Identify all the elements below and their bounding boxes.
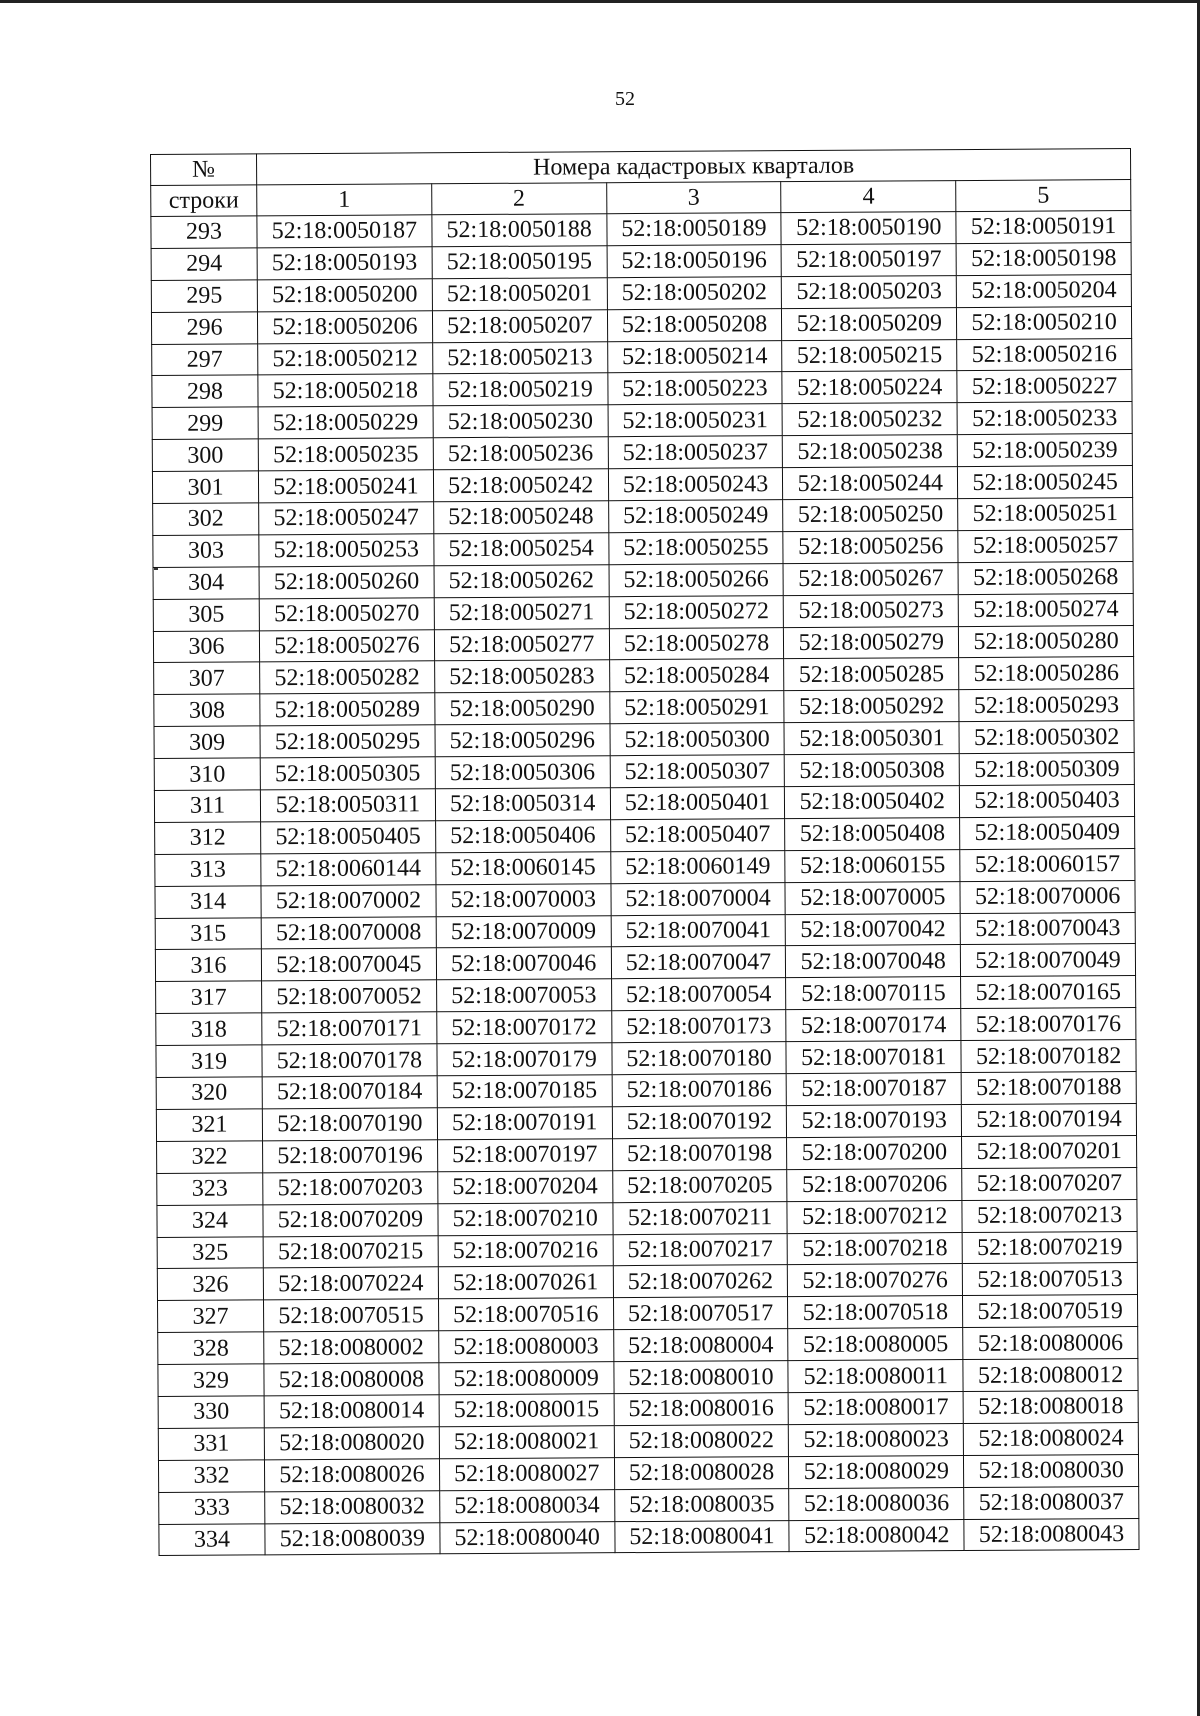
cadastral-number-cell: 52:18:0050256 [783, 530, 958, 563]
cadastral-number-cell: 52:18:0050215 [782, 339, 957, 372]
cadastral-number-cell: 52:18:0050405 [261, 821, 436, 854]
cadastral-number-cell: 52:18:0070190 [262, 1108, 437, 1141]
cadastral-number-cell: 52:18:0070185 [437, 1075, 612, 1108]
cadastral-number-cell: 52:18:0080023 [789, 1423, 964, 1456]
cadastral-number-cell: 52:18:0070224 [263, 1267, 438, 1300]
row-number-cell: 324 [157, 1204, 263, 1237]
cadastral-number-cell: 52:18:0070053 [436, 979, 611, 1012]
cadastral-number-cell: 52:18:0070115 [786, 977, 961, 1010]
cadastral-number-cell: 52:18:0050309 [959, 753, 1134, 786]
cadastral-number-cell: 52:18:0070194 [962, 1103, 1137, 1136]
cadastral-number-cell: 52:18:0050409 [960, 816, 1135, 849]
row-number-cell: 322 [157, 1141, 263, 1174]
row-number-cell: 333 [159, 1491, 265, 1524]
cadastral-number-cell: 52:18:0080005 [788, 1328, 963, 1361]
cadastral-number-cell: 52:18:0080016 [614, 1393, 789, 1426]
cadastral-number-cell: 52:18:0050284 [609, 659, 784, 692]
cadastral-number-cell: 52:18:0070191 [437, 1107, 612, 1140]
cadastral-number-cell: 52:18:0070052 [262, 980, 437, 1013]
cadastral-number-cell: 52:18:0050273 [784, 594, 959, 627]
row-number-cell: 302 [153, 503, 259, 536]
cadastral-number-cell: 52:18:0070006 [960, 880, 1135, 913]
cadastral-number-cell: 52:18:0070197 [437, 1139, 612, 1172]
cadastral-number-cell: 52:18:0080024 [963, 1422, 1138, 1455]
cadastral-number-cell: 52:18:0070054 [611, 978, 786, 1011]
rownum-header-top: № [151, 154, 257, 186]
cadastral-number-cell: 52:18:0050306 [435, 756, 610, 789]
cadastral-number-cell: 52:18:0070186 [612, 1074, 787, 1107]
cadastral-number-cell: 52:18:0070046 [436, 947, 611, 980]
cadastral-number-cell: 52:18:0080036 [789, 1487, 964, 1520]
cadastral-number-cell: 52:18:0050216 [957, 338, 1132, 371]
cadastral-number-cell: 52:18:0080028 [614, 1456, 789, 1489]
cadastral-number-cell: 52:18:0070206 [787, 1168, 962, 1201]
cadastral-number-cell: 52:18:0080022 [614, 1424, 789, 1457]
cadastral-number-cell: 52:18:0070215 [263, 1235, 438, 1268]
column-header-2: 2 [431, 183, 606, 215]
table-row [159, 1518, 1139, 1556]
cadastral-number-cell: 52:18:0070049 [961, 944, 1136, 977]
column-header-3: 3 [606, 182, 781, 214]
row-number-cell: 303 [153, 535, 259, 568]
row-number-cell: 298 [152, 375, 258, 408]
cadastral-number-cell: 52:18:0080020 [264, 1427, 439, 1460]
cadastral-number-cell: 52:18:0050402 [785, 786, 960, 819]
cadastral-number-cell: 52:18:0050406 [435, 820, 610, 853]
cadastral-number-cell: 52:18:0070041 [611, 914, 786, 947]
cadastral-number-cell: 52:18:0070174 [786, 1009, 961, 1042]
row-number-cell: 312 [155, 822, 261, 855]
cadastral-number-cell: 52:18:0080015 [439, 1394, 614, 1427]
cadastral-number-cell: 52:18:0070178 [262, 1044, 437, 1077]
cadastral-number-cell: 52:18:0070211 [613, 1201, 788, 1234]
cadastral-number-cell: 52:18:0050262 [434, 565, 609, 598]
cadastral-number-cell: 52:18:0070518 [788, 1296, 963, 1329]
row-number-cell: 293 [151, 216, 257, 249]
cadastral-number-cell: 52:18:0050254 [434, 533, 609, 566]
cadastral-number-cell: 52:18:0050308 [785, 754, 960, 787]
cadastral-number-cell: 52:18:0070004 [611, 882, 786, 915]
row-number-cell: 326 [157, 1268, 263, 1301]
row-number-cell: 300 [152, 439, 258, 472]
cadastral-number-cell: 52:18:0050244 [783, 467, 958, 500]
row-number-cell: 332 [158, 1460, 264, 1493]
cadastral-number-cell: 52:18:0050255 [608, 532, 783, 565]
cadastral-number-cell: 52:18:0050266 [609, 563, 784, 596]
cadastral-number-cell: 52:18:0050241 [258, 470, 433, 503]
column-header-4: 4 [781, 181, 956, 213]
cadastral-number-cell: 52:18:0070217 [613, 1233, 788, 1266]
cadastral-number-cell: 52:18:0050232 [782, 403, 957, 436]
cadastral-number-cell: 52:18:0070180 [612, 1042, 787, 1075]
cadastral-number-cell: 52:18:0050219 [433, 373, 608, 406]
cadastral-number-cell: 52:18:0080027 [439, 1457, 614, 1490]
cadastral-number-cell: 52:18:0080026 [264, 1458, 439, 1491]
cadastral-number-cell: 52:18:0070192 [612, 1106, 787, 1139]
cadastral-number-cell: 52:18:0070213 [962, 1199, 1137, 1232]
cadastral-number-cell: 52:18:0070516 [438, 1298, 613, 1331]
cadastral-number-cell: 52:18:0050212 [258, 342, 433, 375]
cadastral-number-cell: 52:18:0050218 [258, 374, 433, 407]
row-number-cell: 331 [158, 1428, 264, 1461]
row-number-cell: 309 [154, 726, 260, 759]
cadastral-number-cell: 52:18:0070216 [438, 1234, 613, 1267]
cadastral-number-cell: 52:18:0050235 [258, 438, 433, 471]
row-number-cell: 334 [159, 1523, 265, 1556]
cadastral-number-cell: 52:18:0050250 [783, 499, 958, 532]
cadastral-number-cell: 52:18:0050408 [785, 817, 960, 850]
row-number-cell: 310 [154, 758, 260, 791]
cadastral-number-cell: 52:18:0060155 [785, 849, 960, 882]
cadastral-number-cell: 52:18:0070205 [612, 1169, 787, 1202]
row-number-cell: 327 [158, 1300, 264, 1333]
row-number-cell: 319 [156, 1045, 262, 1078]
column-header-1: 1 [257, 184, 432, 216]
row-number-cell: 299 [152, 407, 258, 440]
cadastral-number-cell: 52:18:0050305 [260, 757, 435, 790]
cadastral-number-cell: 52:18:0050189 [606, 213, 781, 246]
cadastral-number-cell: 52:18:0070184 [262, 1076, 437, 1109]
cadastral-number-cell: 52:18:0050278 [609, 627, 784, 660]
row-number-cell: 307 [154, 662, 260, 695]
cadastral-number-cell: 52:18:0050223 [607, 372, 782, 405]
cadastral-number-cell: 52:18:0050314 [435, 788, 610, 821]
cadastral-number-cell: 52:18:0050237 [608, 436, 783, 469]
cadastral-number-cell: 52:18:0070218 [787, 1232, 962, 1265]
cadastral-number-cell: 52:18:0050191 [956, 211, 1131, 244]
cadastral-number-cell: 52:18:0050202 [607, 276, 782, 309]
cadastral-number-cell: 52:18:0070196 [263, 1140, 438, 1173]
cadastral-number-cell: 52:18:0050204 [956, 274, 1131, 307]
cadastral-number-cell: 52:18:0050285 [784, 658, 959, 691]
cadastral-number-cell: 52:18:0050276 [259, 629, 434, 662]
cadastral-number-cell: 52:18:0070515 [264, 1299, 439, 1332]
rownum-header-bottom: строки [151, 185, 257, 217]
cadastral-number-cell: 52:18:0080029 [789, 1455, 964, 1488]
cadastral-number-cell: 52:18:0080012 [963, 1359, 1138, 1392]
cadastral-number-cell: 52:18:0050224 [782, 371, 957, 404]
cadastral-number-cell: 52:18:0080008 [264, 1363, 439, 1396]
cadastral-number-cell: 52:18:0080018 [963, 1390, 1138, 1423]
cadastral-number-cell: 52:18:0050190 [781, 212, 956, 245]
row-number-cell: 296 [151, 312, 257, 345]
cadastral-number-cell: 52:18:0050274 [958, 593, 1133, 626]
cadastral-number-cell: 52:18:0050196 [607, 245, 782, 278]
cadastral-number-cell: 52:18:0070179 [437, 1043, 612, 1076]
cadastral-number-cell: 52:18:0070005 [785, 881, 960, 914]
cadastral-number-cell: 52:18:0050227 [957, 370, 1132, 403]
cadastral-number-cell: 52:18:0050214 [607, 340, 782, 373]
cadastral-number-cell: 52:18:0050282 [260, 661, 435, 694]
row-number-cell: 325 [157, 1236, 263, 1269]
cadastral-number-cell: 52:18:0070207 [962, 1167, 1137, 1200]
cadastral-number-cell: 52:18:0050293 [959, 689, 1134, 722]
cadastral-number-cell: 52:18:0070261 [438, 1266, 613, 1299]
cadastral-number-cell: 52:18:0070262 [613, 1265, 788, 1298]
cadastral-number-cell: 52:18:0050195 [432, 246, 607, 279]
cadastral-number-cell: 52:18:0050272 [609, 595, 784, 628]
row-number-cell: 320 [156, 1077, 262, 1110]
cadastral-number-cell: 52:18:0050289 [260, 693, 435, 726]
cadastral-number-cell: 52:18:0080030 [964, 1454, 1139, 1487]
cadastral-number-cell: 52:18:0050208 [607, 308, 782, 341]
cadastral-quarters-table [150, 148, 1140, 1556]
cadastral-number-cell: 52:18:0050193 [257, 247, 432, 280]
cadastral-number-cell: 52:18:0050286 [959, 657, 1134, 690]
cadastral-number-cell: 52:18:0080021 [439, 1426, 614, 1459]
cadastral-number-cell: 52:18:0080032 [265, 1490, 440, 1523]
cadastral-number-cell: 52:18:0060157 [960, 848, 1135, 881]
cadastral-number-cell: 52:18:0070181 [786, 1041, 961, 1074]
row-number-cell: 328 [158, 1332, 264, 1365]
cadastral-number-cell: 52:18:0070276 [788, 1264, 963, 1297]
cadastral-number-cell: 52:18:0050279 [784, 626, 959, 659]
cadastral-number-cell: 52:18:0050210 [957, 306, 1132, 339]
cadastral-number-cell: 52:18:0050260 [259, 566, 434, 599]
table-body [151, 211, 1139, 1556]
cadastral-number-cell: 52:18:0050307 [610, 755, 785, 788]
row-number-cell: 317 [156, 981, 262, 1014]
cadastral-number-cell: 52:18:0070210 [438, 1202, 613, 1235]
cadastral-number-cell: 52:18:0050207 [432, 309, 607, 342]
cadastral-number-cell: 52:18:0080009 [439, 1362, 614, 1395]
cadastral-number-cell: 52:18:0070173 [611, 1010, 786, 1043]
row-number-cell: 315 [155, 917, 261, 950]
cadastral-number-cell: 52:18:0050200 [257, 279, 432, 312]
cadastral-number-cell: 52:18:0050249 [608, 500, 783, 533]
cadastral-number-cell: 52:18:0050187 [257, 215, 432, 248]
cadastral-number-cell: 52:18:0070200 [787, 1136, 962, 1169]
cadastral-number-cell: 52:18:0050229 [258, 406, 433, 439]
cadastral-number-cell: 52:18:0070519 [963, 1295, 1138, 1328]
cadastral-number-cell: 52:18:0080041 [614, 1520, 789, 1553]
cadastral-number-cell: 52:18:0080043 [964, 1518, 1139, 1551]
row-number-cell: 313 [155, 854, 261, 887]
cadastral-number-cell: 52:18:0080003 [438, 1330, 613, 1363]
cadastral-number-cell: 52:18:0050407 [610, 819, 785, 852]
cadastral-number-cell: 52:18:0050290 [435, 692, 610, 725]
cadastral-number-cell: 52:18:0070042 [786, 913, 961, 946]
cadastral-number-cell: 52:18:0050271 [434, 596, 609, 629]
row-number-cell: 297 [152, 343, 258, 376]
cadastral-number-cell: 52:18:0080010 [613, 1361, 788, 1394]
cadastral-number-cell: 52:18:0050236 [433, 437, 608, 470]
cadastral-number-cell: 52:18:0070212 [787, 1200, 962, 1233]
cadastral-number-cell: 52:18:0050197 [781, 243, 956, 276]
row-number-cell: 311 [154, 790, 260, 823]
cadastral-number-cell: 52:18:0060144 [261, 853, 436, 886]
column-header-5: 5 [956, 180, 1131, 212]
cadastral-number-cell: 52:18:0050243 [608, 468, 783, 501]
cadastral-number-cell: 52:18:0070203 [263, 1171, 438, 1204]
cadastral-number-cell: 52:18:0080039 [265, 1522, 440, 1555]
cadastral-number-cell: 52:18:0050251 [958, 498, 1133, 531]
cadastral-number-cell: 52:18:0050201 [432, 277, 607, 310]
cadastral-number-cell: 52:18:0060145 [436, 852, 611, 885]
cadastral-number-cell: 52:18:0050267 [783, 562, 958, 595]
cadastral-number-cell: 52:18:0080006 [963, 1327, 1138, 1360]
cadastral-number-cell: 52:18:0050231 [608, 404, 783, 437]
row-number-cell: 330 [158, 1396, 264, 1429]
cadastral-number-cell: 52:18:0080037 [964, 1486, 1139, 1519]
cadastral-number-cell: 52:18:0050253 [259, 534, 434, 567]
cadastral-number-cell: 52:18:0050300 [610, 723, 785, 756]
cadastral-number-cell: 52:18:0080034 [439, 1489, 614, 1522]
row-number-cell: 321 [156, 1109, 262, 1142]
cadastral-number-cell: 52:18:0070171 [262, 1012, 437, 1045]
page-number: 52 [615, 88, 635, 110]
row-number-cell: 316 [155, 949, 261, 982]
cadastral-number-cell: 52:18:0070204 [438, 1170, 613, 1203]
cadastral-number-cell: 52:18:0050239 [957, 434, 1132, 467]
row-number-cell: 329 [158, 1364, 264, 1397]
cadastral-number-cell: 52:18:0080040 [440, 1521, 615, 1554]
cadastral-number-cell: 52:18:0070198 [612, 1137, 787, 1170]
cadastral-number-cell: 52:18:0070201 [962, 1135, 1137, 1168]
cadastral-number-cell: 52:18:0070176 [961, 1008, 1136, 1041]
cadastral-number-cell: 52:18:0050206 [257, 310, 432, 343]
cadastral-number-cell: 52:18:0070002 [261, 884, 436, 917]
cadastral-number-cell: 52:18:0050291 [609, 691, 784, 724]
group-header: Номера кадастровых кварталов [257, 149, 1131, 185]
row-number-cell: 305 [153, 599, 259, 632]
cadastral-number-cell: 52:18:0070188 [961, 1072, 1136, 1105]
cadastral-number-cell: 52:18:0070047 [611, 946, 786, 979]
cadastral-number-cell: 52:18:0070045 [261, 948, 436, 981]
row-number-cell: 308 [154, 694, 260, 727]
cadastral-number-cell: 52:18:0070219 [962, 1231, 1137, 1264]
row-number-cell: 323 [157, 1173, 263, 1206]
cadastral-number-cell: 52:18:0050213 [432, 341, 607, 374]
cadastral-number-cell: 52:18:0050257 [958, 529, 1133, 562]
cadastral-number-cell: 52:18:0050270 [259, 597, 434, 630]
cadastral-number-cell: 52:18:0070172 [437, 1011, 612, 1044]
cadastral-number-cell: 52:18:0050277 [434, 628, 609, 661]
cadastral-number-cell: 52:18:0050247 [259, 502, 434, 535]
cadastral-number-cell: 52:18:0050245 [958, 466, 1133, 499]
cadastral-number-cell: 52:18:0080035 [614, 1488, 789, 1521]
cadastral-number-cell: 52:18:0050292 [784, 690, 959, 723]
cadastral-number-cell: 52:18:0070209 [263, 1203, 438, 1236]
cadastral-number-cell: 52:18:0050233 [957, 402, 1132, 435]
cadastral-number-cell: 52:18:0050401 [610, 787, 785, 820]
cadastral-number-cell: 52:18:0050301 [784, 722, 959, 755]
cadastral-number-cell: 52:18:0050268 [958, 561, 1133, 594]
cadastral-number-cell: 52:18:0050230 [433, 405, 608, 438]
cadastral-number-cell: 52:18:0070003 [436, 883, 611, 916]
row-number-cell: 306 [153, 630, 259, 663]
cadastral-number-cell: 52:18:0050198 [956, 242, 1131, 275]
cadastral-number-cell: 52:18:0070008 [261, 916, 436, 949]
cadastral-number-cell: 52:18:0080014 [264, 1395, 439, 1428]
cadastral-number-cell: 52:18:0070517 [613, 1297, 788, 1330]
cadastral-number-cell: 52:18:0050242 [433, 469, 608, 502]
cadastral-number-cell: 52:18:0060149 [610, 850, 785, 883]
cadastral-number-cell: 52:18:0050311 [260, 789, 435, 822]
scan-border-top [0, 0, 1200, 3]
cadastral-number-cell: 52:18:0070048 [786, 945, 961, 978]
row-number-cell: 295 [151, 280, 257, 313]
cadastral-number-cell: 52:18:0070193 [787, 1104, 962, 1137]
cadastral-number-cell: 52:18:0070187 [787, 1073, 962, 1106]
cadastral-number-cell: 52:18:0080017 [788, 1392, 963, 1425]
row-number-cell: 314 [155, 886, 261, 919]
cadastral-number-cell: 52:18:0070182 [961, 1040, 1136, 1073]
row-number-cell: 318 [156, 1013, 262, 1046]
cadastral-number-cell: 52:18:0080002 [264, 1331, 439, 1364]
cadastral-number-cell: 52:18:0080004 [613, 1329, 788, 1362]
cadastral-number-cell: 52:18:0050248 [433, 501, 608, 534]
cadastral-number-cell: 52:18:0050188 [432, 214, 607, 247]
cadastral-number-cell: 52:18:0050203 [782, 275, 957, 308]
cadastral-number-cell: 52:18:0050280 [959, 625, 1134, 658]
row-number-cell: 304 [153, 567, 259, 600]
cadastral-number-cell: 52:18:0050302 [959, 721, 1134, 754]
cadastral-number-cell: 52:18:0080011 [788, 1360, 963, 1393]
cadastral-number-cell: 52:18:0080042 [789, 1519, 964, 1552]
cadastral-number-cell: 52:18:0070043 [960, 912, 1135, 945]
cadastral-number-cell: 52:18:0050403 [960, 785, 1135, 818]
cadastral-number-cell: 52:18:0070165 [961, 976, 1136, 1009]
cadastral-number-cell: 52:18:0050296 [435, 724, 610, 757]
cadastral-number-cell: 52:18:0070513 [962, 1263, 1137, 1296]
row-number-cell: 301 [152, 471, 258, 504]
cadastral-number-cell: 52:18:0050209 [782, 307, 957, 340]
cadastral-number-cell: 52:18:0050238 [783, 435, 958, 468]
cadastral-number-cell: 52:18:0050283 [434, 660, 609, 693]
cadastral-number-cell: 52:18:0050295 [260, 725, 435, 758]
cadastral-number-cell: 52:18:0070009 [436, 915, 611, 948]
row-number-cell: 294 [151, 248, 257, 281]
